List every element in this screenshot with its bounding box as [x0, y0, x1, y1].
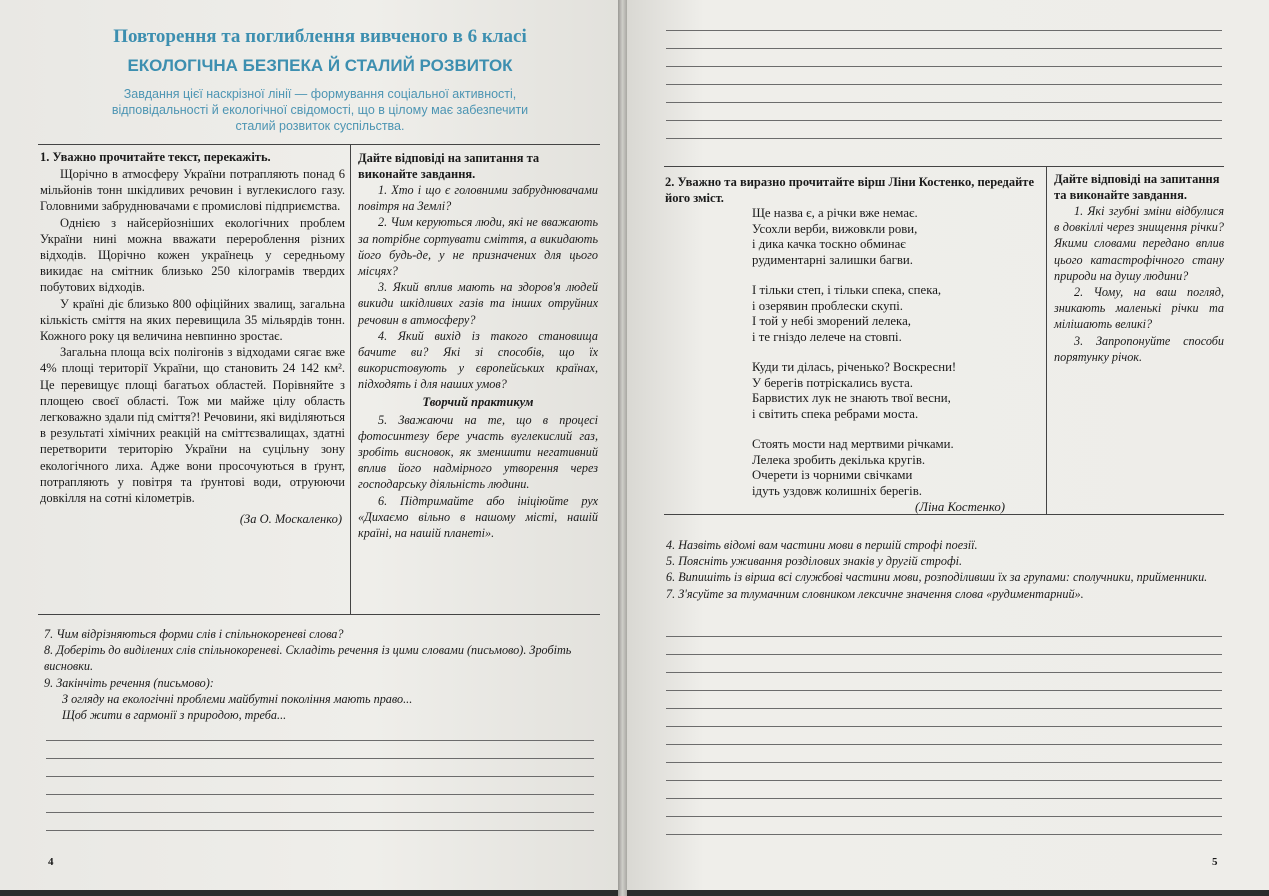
writing-line[interactable] [666, 636, 1222, 637]
poem-line: Ще назва є, а річки вже немає. [752, 206, 918, 220]
writing-line[interactable] [46, 776, 594, 777]
poem-line: і озерявин проблески скупі. [752, 298, 903, 313]
poem-line: І тільки степ, і тільки спека, спека, [752, 283, 942, 297]
workshop-heading: Творчий практикум [422, 394, 534, 409]
table-top-rule [664, 166, 1224, 167]
writing-line[interactable] [666, 654, 1222, 655]
poem-author: (Ліна Костенко) [915, 500, 1005, 514]
task1-heading: 1. Уважно прочитайте текст, перекажіть. [40, 150, 271, 164]
question-item: 6. Підтримайте або ініціюйте рух «Дихаємо вільно в нашому місті, нашій країні, на нашій планеті». [358, 493, 598, 541]
section-subtitle: ЕКОЛОГІЧНА БЕЗПЕКА Й СТАЛИЙ РОЗВИТОК [127, 56, 513, 75]
writing-line[interactable] [666, 708, 1222, 709]
questions-heading: Дайте відповіді на запитання та виконайте завдання. [358, 151, 540, 181]
intro-text [70, 86, 570, 134]
task1-text [40, 150, 345, 527]
task-item: 6. Випишіть із вірша всі службові частини мови, розподіливши їх за групами: сполучники, прийменники. [666, 570, 1208, 585]
question-item: 1. Які згубні зміни відбулися в довкіллі через знищення річки? Якими словами передано вплив цього катастрофічного стану природи на душу людини? [1054, 204, 1224, 283]
questions-heading: Дайте відповіді на запитання та виконайте завдання. [1054, 172, 1220, 202]
task-item: 5. Поясніть уживання розділових знаків у другій строфі. [666, 554, 963, 569]
task-item: 4. Назвіть відомі вам частини мови в першій строфі поезії. [666, 538, 978, 552]
writing-line[interactable] [46, 794, 594, 795]
poem-line: І той у небі зморений лелека, [752, 314, 911, 328]
paragraph: У країні діє близько 800 офіційних звалищ, загальна кількість сміття на яких перевищила 35 мільярдів тонн. Кожного року ця величина невпинно зростає. [40, 296, 345, 344]
task-item: 7. Чим відрізняються форми слів і спільнокореневі слова? [44, 627, 344, 641]
poem-line: У берегів потріскались вуста. [752, 375, 913, 390]
question-item: 3. Який вплив мають на здоров'я людей викиди шкідливих газів та інших отруйних речовин в атмосферу? [358, 280, 598, 327]
writing-line[interactable] [666, 798, 1222, 799]
page-title: Повторення та поглиблення вивченого в 6 класі [113, 26, 527, 47]
paragraph: Однією з найсерйозніших екологічних проблем України нині можна вважати перероблення різних відходів. Щорічно кожен українець у середньому викидає на смітник близько 250 кілограмів твердих побутових відходів. [40, 215, 345, 295]
paragraph: Щорічно в атмосферу України потрапляють понад 6 мільйонів тонн шкідливих речовин і вуглекислого газу. Головними забруднювачами є промислові підприємства. [40, 167, 345, 214]
writing-line[interactable] [666, 120, 1222, 121]
writing-line[interactable] [666, 48, 1222, 49]
intro-line: Завдання цієї наскрізної лінії — формування соціальної активності, [123, 87, 517, 101]
task2-heading: 2. Уважно та виразно прочитайте вірш Ліни Костенко, передайте його зміст. [665, 175, 1034, 205]
stanza [752, 437, 1042, 499]
sentence-prompt: З огляду на екологічні проблеми майбутні покоління мають право... [62, 691, 413, 706]
poem-line: рудиментарні залишки багви. [752, 252, 913, 267]
writing-line[interactable] [666, 66, 1222, 67]
stanza [752, 283, 1042, 345]
writing-line[interactable] [46, 740, 594, 741]
task-item: 7. З'ясуйте за тлумачним словником лексичне значення слова «рудиментарний». [666, 586, 1084, 601]
task2-questions [1054, 171, 1224, 365]
poem-line: Очерети із чорними свічками [752, 468, 913, 482]
page-number-right: 5 [1212, 856, 1218, 868]
stanza [752, 206, 1042, 268]
task1-questions [358, 150, 598, 541]
column-divider [350, 144, 351, 614]
writing-line[interactable] [666, 762, 1222, 763]
poem-line: ідуть уздовж колишніх берегів. [752, 483, 922, 498]
book-spine [618, 0, 627, 896]
page-number-left: 4 [48, 856, 54, 868]
writing-line[interactable] [666, 744, 1222, 745]
table-top-rule [38, 144, 600, 145]
poem-line: Усохли верби, вижовкли рови, [752, 221, 918, 236]
source-author: (За О. Москаленко) [239, 512, 342, 527]
question-item: 3. Запропонуйте способи порятунку річок. [1054, 333, 1224, 364]
writing-line[interactable] [666, 102, 1222, 103]
writing-line[interactable] [46, 812, 594, 813]
writing-line[interactable] [666, 84, 1222, 85]
writing-line[interactable] [666, 780, 1222, 781]
left-page [0, 0, 618, 890]
writing-line[interactable] [666, 672, 1222, 673]
question-item: 2. Чим керуються люди, які не вважають за потрібне сортувати сміття, а викидають його будь-де, у не призначених для цього місцях? [358, 215, 598, 279]
task-item: 9. Закінчіть речення (письмово): [44, 675, 214, 690]
writing-line[interactable] [666, 690, 1222, 691]
question-item: 4. Який вихід із такого становища бачите ви? Які зі способів, що їх використовують у європейських країнах, підходять і для наших умов? [358, 328, 598, 392]
poem-line: і дика качка тоскно обминає [752, 237, 906, 251]
question-item: 2. Чому, на ваш погляд, зникають маленькі річки та мілішають великі? [1054, 285, 1224, 332]
poem-line: і те гніздо лелече на стовпі. [752, 329, 902, 344]
tasks-7-9 [44, 626, 599, 723]
writing-line[interactable] [666, 816, 1222, 817]
poem-line: Барвистих лук не знають твої весни, [752, 391, 951, 405]
paragraph: Загальна площа всіх полігонів з відходами сягає вже 4% площі території України, що становить 24 142 км². Це перевищує площі багатьох областей. Порівняйте з площею своєї області. Тож ми майже цілу область легковажно здали під сміття?! Речовини, які виділяються в результаті хімічних реакцій на сміттєзвалищах, здатні перетворити територію України на суцільну зону екологічного лиха. Адже вони просочуються в ґрунт, потрапляють у повітря та ґрунтові води, отруюючи довкілля на сотні кілометрів. [40, 345, 345, 506]
column-divider [1046, 166, 1047, 514]
intro-line: сталий розвиток суспільства. [235, 119, 405, 133]
poem-line: Стоять мости над мертвими річками. [752, 437, 954, 451]
writing-line[interactable] [666, 30, 1222, 31]
question-item: 1. Хто і що є головними забруднювачами повітря на Землі? [358, 183, 598, 214]
writing-line[interactable] [666, 834, 1222, 835]
task-item: 8. Доберіть до виділених слів спільнокореневі. Складіть речення із цими словами (письмово). Зробіть висновки. [44, 643, 572, 674]
tasks-4-7 [666, 537, 1226, 602]
poem-line: Лелека зробить декілька кругів. [752, 452, 926, 467]
writing-line[interactable] [666, 138, 1222, 139]
poem [752, 206, 1042, 514]
poem-line: і світить спека ребрами моста. [752, 406, 919, 421]
writing-line[interactable] [46, 758, 594, 759]
writing-line[interactable] [46, 830, 594, 831]
intro-line: відповідальності й екологічної свідомості, що в цілому має забезпечити [111, 103, 529, 117]
stanza [752, 360, 1042, 422]
question-item: 5. Зважаючи на те, що в процесі фотосинтезу бере участь вуглекислий газ, зробіть висновок, як зменшити негативний вплив його надмірного утворення через господарську діяльність людини. [358, 412, 598, 492]
table-bottom-rule [38, 614, 600, 615]
sentence-prompt: Щоб жити в гармонії з природою, треба... [62, 708, 287, 723]
writing-line[interactable] [666, 726, 1222, 727]
poem-line: Куди ти ділась, річенько? Воскресни! [752, 360, 957, 374]
